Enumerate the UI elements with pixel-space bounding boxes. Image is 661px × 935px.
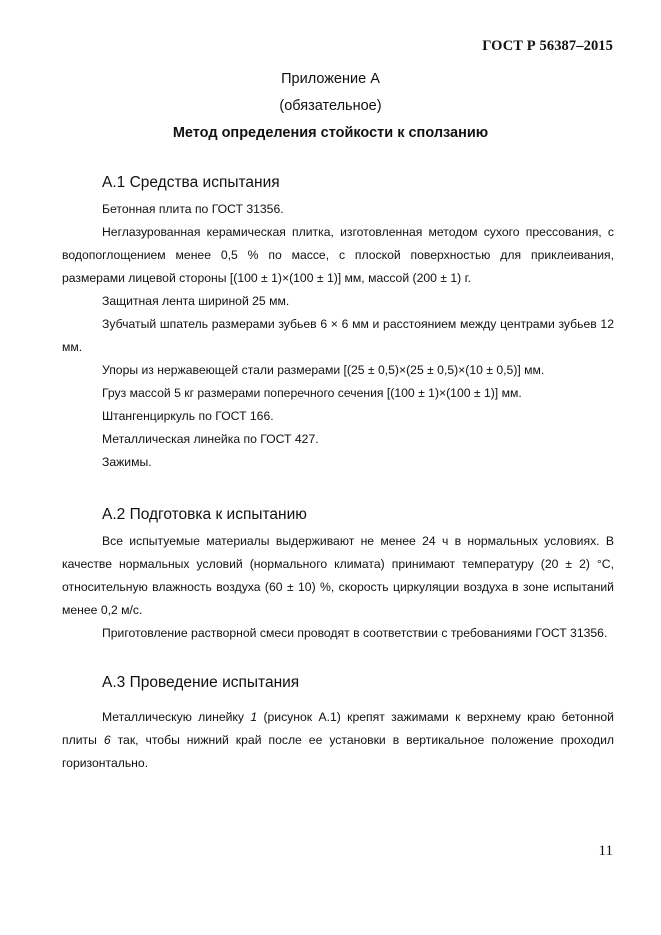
paragraph — [62, 706, 614, 775]
list-item: Бетонная плита по ГОСТ 31356. — [102, 202, 284, 216]
text-run: так, чтобы нижний край после ее установки в вертикальное положение проходил горизонтально. — [62, 733, 614, 770]
section-heading-a2: А.2 Подготовка к испытанию — [102, 506, 307, 523]
paragraph: Приготовление растворной смеси проводят в соответствии с требованиями ГОСТ 31356. — [102, 626, 608, 640]
section-heading-a1: А.1 Средства испытания — [102, 174, 280, 191]
section-heading-a3: А.3 Проведение испытания — [102, 674, 300, 691]
page-number: 11 — [598, 843, 613, 859]
text-run: Металлическую линейку — [102, 710, 251, 724]
annex-status: (обязательное) — [279, 98, 382, 114]
figure-ref-number: 1 — [250, 710, 258, 724]
list-item: Зажимы. — [102, 455, 152, 469]
list-item: Упоры из нержавеющей стали размерами [(25 ± 0,5)×(25 ± 0,5)×(10 ± 0,5)] мм. — [102, 363, 545, 377]
list-item: Зубчатый шпатель размерами зубьев 6 × 6 мм и расстоянием между центрами зубьев 12 мм. — [62, 317, 614, 354]
annex-label: Приложение А — [281, 71, 380, 87]
list-item: Неглазурованная керамическая плитка, изготовленная методом сухого прессования, с водопоглощением менее 0,5 % по массе, с плоской поверхностью для приклеивания, размерами лицевой стороны [(100 ± 1)×(100 ± 1)] мм, массой (200 ± 1) г. — [62, 225, 614, 285]
document-body — [62, 172, 614, 775]
annex-name: Метод определения стойкости к сползанию — [172, 125, 489, 141]
annex-title — [0, 66, 661, 147]
paragraph: Все испытуемые материалы выдерживают не менее 24 ч в нормальных условиях. В качестве нормальных условий (нормального климата) принимают температуру (20 ± 2) °С, относительную влажность воздуха (60 ± 10) %, скорость циркуляции воздуха в зоне испытаний менее 0,2 м/с. — [62, 534, 614, 617]
document-id: ГОСТ Р 56387–2015 — [482, 38, 613, 54]
text-run: (рисунок А.1) крепят зажимами к верхнему краю бетонной плиты — [62, 710, 614, 747]
list-item: Металлическая линейка по ГОСТ 427. — [102, 432, 319, 446]
list-item: Штангенциркуль по ГОСТ 166. — [102, 409, 274, 423]
list-item: Защитная лента шириной 25 мм. — [102, 294, 290, 308]
figure-ref-number: 6 — [103, 733, 111, 747]
list-item: Груз массой 5 кг размерами поперечного сечения [(100 ± 1)×(100 ± 1)] мм. — [102, 386, 522, 400]
